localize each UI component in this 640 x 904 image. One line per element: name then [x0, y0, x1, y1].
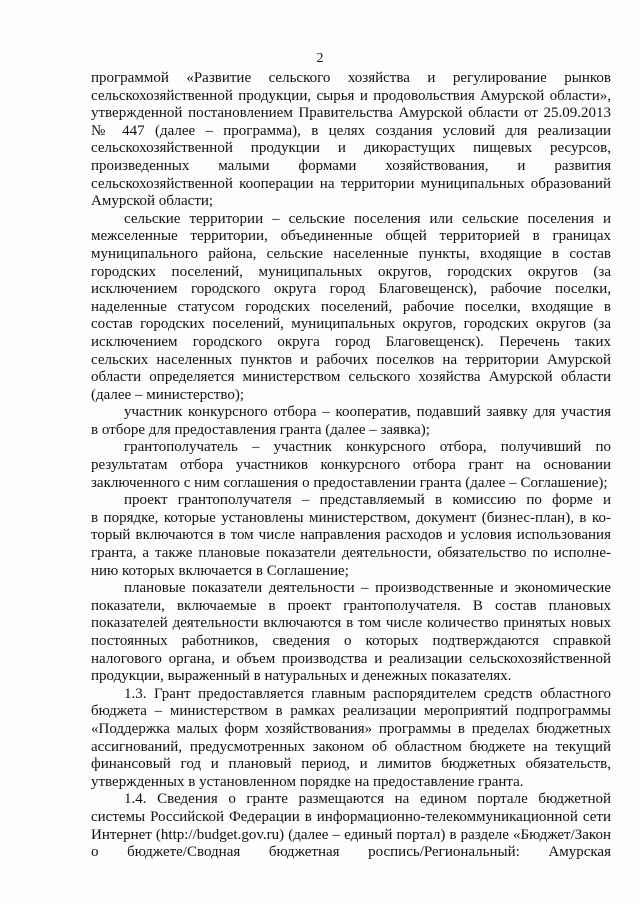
text-line: произведенных малыми формами хозяйствования, и развития [91, 157, 611, 174]
text-line: продукции, выраженный в натуральных и денежных показателях. [91, 668, 512, 685]
text-line: гранта, а также плановые показатели деятельности, обязательство по исполне- [91, 545, 611, 562]
text-line: сельские территории – сельские поселения или сельские поселения и [124, 210, 611, 227]
text-line: наделенные статусом городских поселений, рабочие поселки, входящие в [91, 298, 611, 315]
text-line: грантополучатель – участник конкурсного отбора, получивший по [124, 439, 611, 456]
text-line: результатам отбора участников конкурсного отбора грант на основании [91, 457, 611, 474]
text-line: утвержденных в установленном порядке на предоставление гранта. [91, 773, 524, 790]
text-line: показатели, включаемые в проект грантополучателя. В состав плановых [91, 597, 611, 614]
text-line: сельскохозяйственной продукции и дикорастущих пищевых ресурсов, [91, 140, 611, 157]
text-line: о бюджете/Сводная бюджетная роспись/Региональный: Амурская [91, 844, 611, 861]
text-line: 1.3. Грант предоставляется главным распорядителем средств областного [124, 685, 611, 702]
page-number: 2 [316, 51, 324, 66]
text-line: финансовый год и плановый период, и лимитов бюджетных обязательств, [91, 756, 611, 773]
text-line: исключением городского округа город Благовещенск). Перечень таких [91, 333, 611, 350]
text-line: программой «Развитие сельского хозяйства и регулирование рынков [91, 70, 611, 86]
text-line: постоянных работников, сведения о которых подтверждаются справкой [91, 633, 611, 649]
text-line: бюджета – министерством в рамках реализации мероприятий подпрограммы [91, 703, 611, 720]
text-line: участник конкурсного отбора – кооператив, подавший заявку для участия [124, 404, 611, 421]
text-line: городских поселений, муниципальных округов, городских округов (за [91, 263, 611, 280]
text-line: нию которых включается в Соглашение; [91, 562, 349, 579]
text-line: ассигнований, предусмотренных законом об областном бюджете на текущий [91, 738, 611, 755]
document-body-text [91, 70, 611, 862]
text-line: Амурской области; [91, 193, 214, 210]
text-line: исключением городского округа город Благовещенск), рабочие поселки, [91, 281, 611, 298]
text-line: системы Российской Федерации в информационно-телекоммуникационной сети [91, 808, 611, 825]
text-line: сельскохозяйственной кооперации на территории муниципальных образований [91, 175, 611, 192]
text-line: утвержденной постановлением Правительства Амурской области от 25.09.2013 [91, 105, 611, 122]
text-line: сельскохозяйственной продукции, сырья и продовольствия Амурской области», [91, 87, 611, 104]
text-line: состав городских поселений, муниципальных округов, городских округов (за [91, 316, 611, 333]
text-line: налогового органа, и объем производства и реализации сельскохозяйственной [91, 650, 611, 667]
text-line: 1.4. Сведения о гранте размещаются на едином портале бюджетной [124, 791, 611, 808]
text-line: проект грантополучателя – представляемый в комиссию по форме и [124, 492, 611, 509]
text-line: (далее – министерство); [91, 386, 245, 403]
text-line: области определяется министерством сельского хозяйства Амурской области [91, 369, 611, 386]
text-line: в отборе для предоставления гранта (далее – заявка); [91, 421, 430, 438]
text-line: плановые показатели деятельности – производственные и экономические [124, 580, 611, 597]
text-line: в порядке, которые установлены министерством, документ (бизнес-план), в ко- [91, 509, 611, 526]
text-line: сельских населенных пунктов и рабочих поселков на территории Амурской [91, 351, 611, 368]
text-line: муниципального района, сельские населенные пункты, входящие в состав [91, 245, 611, 262]
text-line: показателей деятельности включаются в том числе количество принятых новых [91, 615, 611, 632]
text-line: Интернет (http://budget.gov.ru) (далее – единый портал) в разделе «Бюджет/Закон [91, 826, 611, 843]
text-line: заключенного с ним соглашения о предоставлении гранта (далее – Соглашение); [91, 474, 608, 491]
text-line: межселенные территории, объединенные общей территорией в границах [91, 228, 611, 245]
text-line: «Поддержка малых форм хозяйствования» программы в пределах бюджетных [91, 720, 611, 737]
text-line: торый включаются в том числе направления расходов и условия использования [91, 527, 611, 544]
text-line: № 447 (далее – программа), в целях создания условий для реализации [91, 122, 611, 139]
